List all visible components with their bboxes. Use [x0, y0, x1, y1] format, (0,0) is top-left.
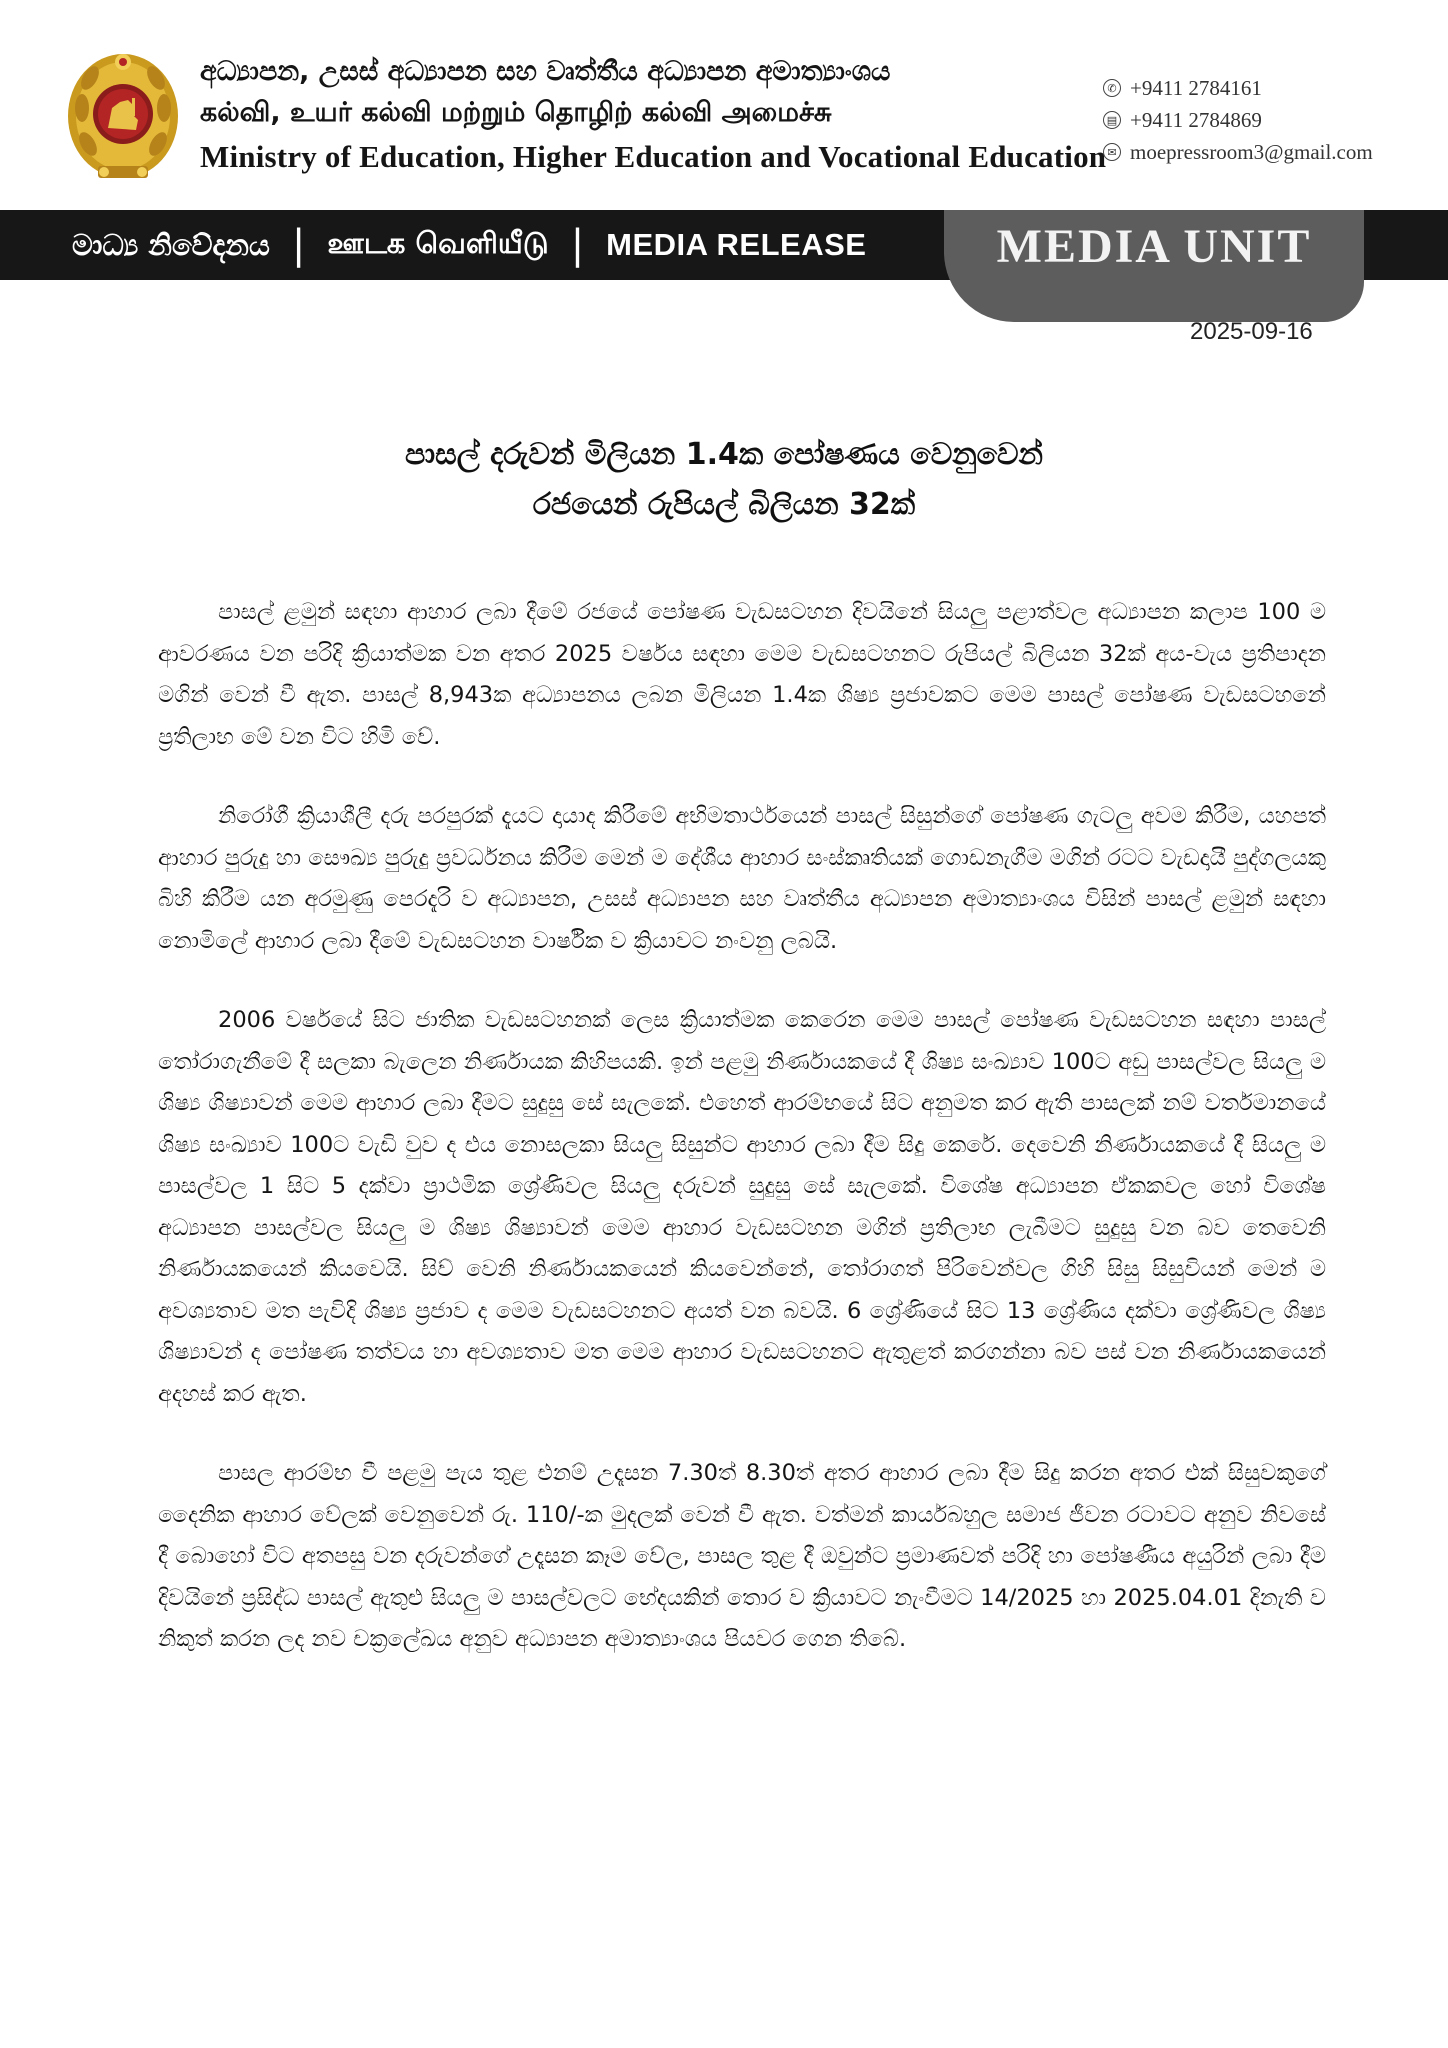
body-paragraph: 2006 වර්ෂයේ සිට ජාතික වැඩසටහනක් ලෙස ක්‍රියාත්මක කෙරෙන මෙම පාසල් පෝෂණ වැඩසටහන සඳහා පාසල් තෝරාගැනීමේ දී සලකා බැලෙන නිර්ණායක කිහිපයකි. ඉන් පළමු නිර්ණායකයේ දී ශිෂ්‍ය සංඛ්‍යාව 100ට අඩු පාසල්වල සියලු ම ශිෂ්‍ය ශිෂ්‍යාවන් මෙම ආහාර ලබා දීමට සුදුසු සේ සැලකේ. එහෙත් ආරම්භයේ සිට අනුමත කර ඇති පාසලක් නම් වර්තමානයේ ශිෂ්‍ය සංඛ්‍යාව 100ට වැඩි වුව ද එය නොසලකා සියලු සිසුන්ට ආහාර ලබා දීම සිදු කෙරේ. දෙවෙනි නිර්ණායකයේ දී සියලු ම පාසල්වල 1 සිට 5 දක්වා ප්‍රාථමික ශ්‍රේණිවල සියලු දරුවන් සුදුසු සේ සැලකේ. විශේෂ අධ්‍යාපන ඒකකවල හෝ විශේෂ අධ්‍යාපන පාසල්වල සියලු ම ශිෂ්‍ය ශිෂ්‍යාවන් මෙම ආහාර වැඩසටහන මගින් ප්‍රතිලාභ ලැබීමට සුදුසු වන බව තෙවෙනි නිර්ණායකයෙන් කියවෙයි. සිව් වෙනි නිර්ණායකයෙන් කියවෙන්නේ, තෝරාගත් පිරිවෙන්වල ගිහි සිසු සිසුවියන් මෙන් ම අවශ්‍යතාව මත පැවිදි ශිෂ්‍ය ප්‍රජාව ද මෙම වැඩසටහනට අයත් වන බවයි. 6 ශ්‍රේණියේ සිට 13 ශ්‍රේණිය දක්වා ශ්‍රේණිවල ශිෂ්‍ය ශිෂ්‍යාවන් ද පෝෂණ තත්වය හා අවශ්‍යතාව මත මෙම ආහාර වැඩසටහනට ඇතුළත් කරගන්නා බව පස් වන නිර්ණායකයෙන් අදහස් කර ඇත. — [158, 1007, 1326, 1407]
email-icon: ✉ — [1103, 143, 1121, 161]
contact-fax: +9411 2784869 — [1130, 107, 1262, 132]
contact-phone-row — [1103, 72, 1443, 104]
contact-phone: +9411 2784161 — [1130, 75, 1262, 100]
media-unit-tab — [944, 210, 1364, 322]
release-date: 2025-09-16 — [1190, 318, 1313, 345]
contact-email[interactable]: moepressroom3@gmail.com — [1130, 139, 1373, 164]
banner-separator: | — [570, 222, 585, 268]
body-paragraph: පාසල ආරම්භ වී පළමු පැය තුළ එනම් උදෑසන 7.30ත් 8.30ත් අතර ආහාර ලබා දීම සිදු කරන අතර එක් සිසුවකුගේ දෛනික ආහාර වේලක් වෙනුවෙන් රු. 110/-ක මුදලක් වෙන් වී ඇත. වත්මන් කාර්යබහුල සමාජ ජීවන රටාවට අනුව නිවසේ දී බොහෝ විට අතපසු වන දරුවන්ගේ උදෑසන කෑම වේල, පාසල තුළ දී ඔවුන්ට ප්‍රමාණවත් පරිදි හා පෝෂණීය අයුරින් ලබා දීම දිවයිනේ ප්‍රසිද්ධ පාසල් ඇතුළු සියලු ම පාසල්වලට භේදයකින් තොර ව ක්‍රියාවට නැංවීමට 14/2025 හා 2025.04.01 දිනැති ව නිකුත් කරන ලද නව චක්‍රලේඛය අනුව අධ්‍යාපන අමාත්‍යාංශය පියවර ගෙන තිබේ. — [158, 1460, 1326, 1652]
contact-fax-row — [1103, 104, 1443, 136]
release-body — [158, 592, 1326, 1699]
page-title — [0, 430, 1448, 530]
ministry-name-english: Ministry of Education, Higher Education and Vocational Education — [200, 139, 1107, 174]
contact-block — [1103, 72, 1443, 168]
ministry-name-tamil: கல்வி, உயர் கல்வி மற்றும் தொழிற் கல்வி அமைச்சு — [200, 97, 832, 128]
banner-label-english: MEDIA RELEASE — [606, 227, 867, 262]
ministry-emblem — [62, 48, 184, 188]
banner-label-sinhala: මාධ්‍ය නිවේදනය — [72, 227, 270, 262]
title-line-2: රජයෙන් රුපියල් බිලියන 32ක් — [532, 487, 916, 522]
body-paragraph: නිරෝගී ක්‍රියාශීලී දරු පරපුරක් දැයට දායාද කිරීමේ අභිමතාර්ථයෙන් පාසල් සිසුන්ගේ පෝෂණ ගැටලු අවම කිරීම, යහපත් ආහාර පුරුදු හා සෞඛ්‍ය පුරුදු ප්‍රවර්ධනය කිරීම මෙන් ම දේශීය ආහාර සංස්කෘතියක් ගොඩනැගීම මගින් රටට වැඩදායී පුද්ගලයකු බිහි කිරීම යන අරමුණු පෙරදැරි ව අධ්‍යාපන, උසස් අධ්‍යාපන සහ වෘත්තීය අධ්‍යාපන අමාත්‍යාංශය විසින් පාසල් ළමුන් සඳහා නොමිලේ ආහාර ලබා දීමේ වැඩසටහන වාර්ෂික ව ක්‍රියාවට නංවනු ලබයි. — [158, 803, 1326, 954]
lion-emblem-icon — [62, 48, 184, 188]
title-line-1: පාසල් දරුවන් මිලියන 1.4ක පෝෂණය වෙනුවෙන් — [405, 437, 1043, 472]
banner-label-tamil: ஊடக வெளியீடு — [327, 226, 549, 260]
body-paragraph: පාසල් ළමුන් සඳහා ආහාර ලබා දීමේ රජයේ පෝෂණ වැඩසටහන දිවයිනේ සියලු පළාත්වල අධ්‍යාපන කලාප 100 ම ආවරණය වන පරිදි ක්‍රියාත්මක වන අතර 2025 වර්ෂය සඳහා මෙම වැඩසටහනට රුපියල් බිලියන 32ක් අය-වැය ප්‍රතිපාදන මගින් වෙන් වී ඇත. පාසල් 8,943ක අධ්‍යාපනය ලබන මිලියන 1.4ක ශිෂ්‍ය ප්‍රජාවකට මෙම පාසල් පෝෂණ වැඩසටහනේ ප්‍රතිලාභ මේ වන විට හිමි වේ. — [158, 599, 1326, 750]
fax-icon: ▤ — [1103, 111, 1121, 129]
phone-icon: ✆ — [1103, 79, 1121, 97]
banner-separator: | — [291, 222, 306, 268]
banner-labels — [72, 212, 866, 278]
ministry-name-block — [200, 52, 1107, 180]
contact-email-row — [1103, 136, 1443, 168]
media-unit-label: MEDIA UNIT — [996, 219, 1312, 273]
ministry-name-sinhala: අධ්‍යාපන, උසස් අධ්‍යාපන සහ වෘත්තීය අධ්‍යාපන අමාත්‍යාංශය — [200, 56, 891, 87]
